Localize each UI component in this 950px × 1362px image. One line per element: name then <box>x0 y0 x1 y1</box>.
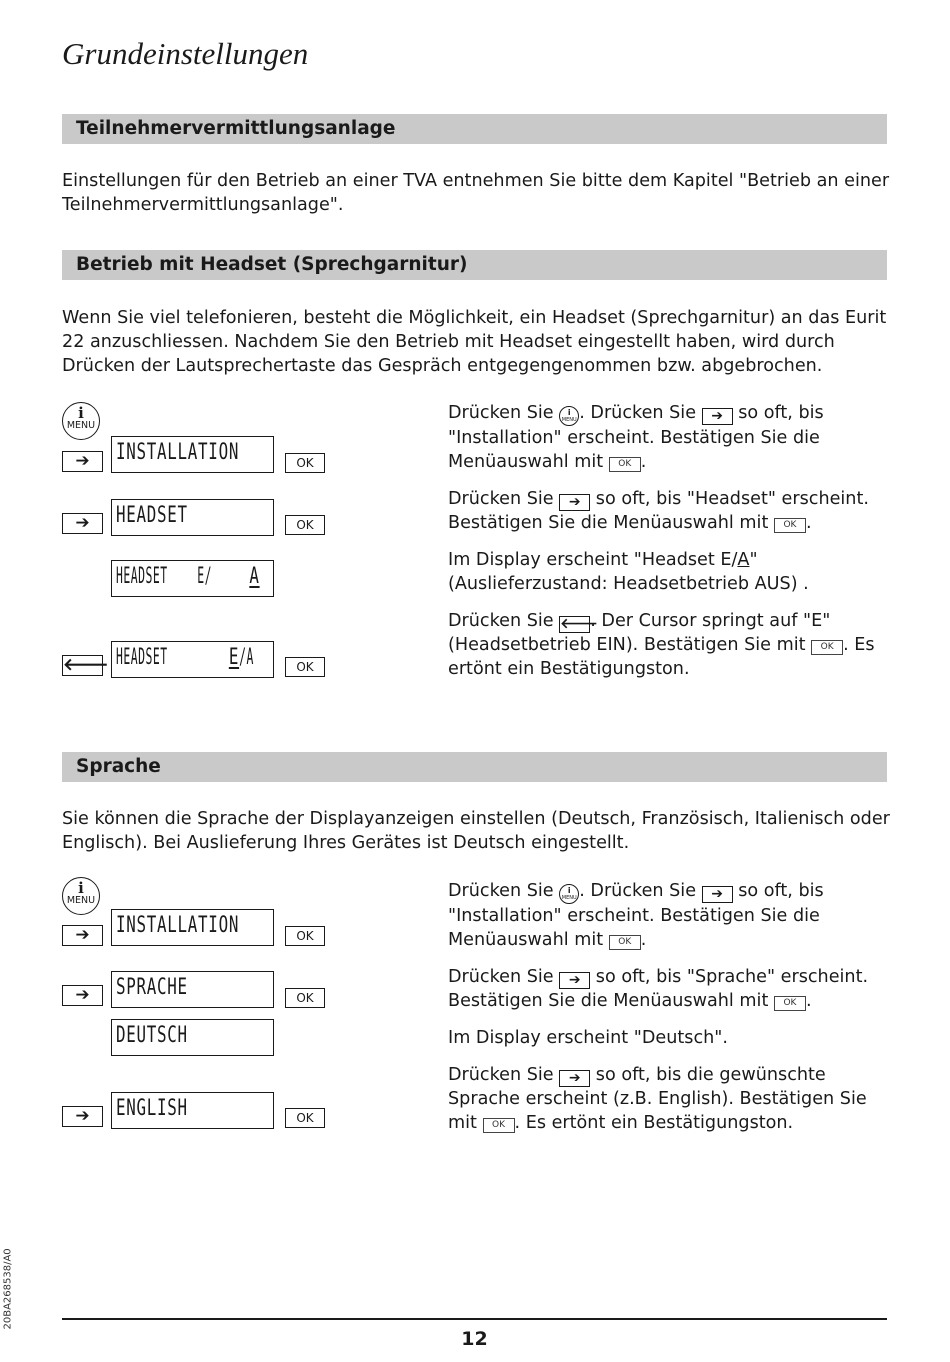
ok-key-icon: OK <box>774 996 806 1011</box>
sprache-instructions <box>448 879 893 1148</box>
section-heading-tva: Teilnehmervermittlungsanlage <box>62 114 887 144</box>
step-text: . Drücken Sie <box>579 881 702 901</box>
lcd-display-installation <box>111 909 274 946</box>
sprache-step-1 <box>448 879 893 952</box>
lcd-text: INSTALLATION <box>116 913 240 938</box>
page-number: 12 <box>461 1328 488 1350</box>
step-text: so oft, bis "Sprache" erscheint. Bestätigen Sie die Menüauswahl mit <box>448 967 869 1011</box>
right-arrow-key-icon: ➔ <box>62 451 103 472</box>
menu-key-i: i <box>567 408 571 417</box>
step-text: . Drücken Sie <box>579 403 702 423</box>
step-text: Im Display erscheint "Deutsch". <box>448 1028 728 1048</box>
headset-step-1 <box>448 401 893 474</box>
step-text: . Es ertönt ein Bestätigungston. <box>448 635 875 679</box>
lcd-text: HEADSET <box>116 503 188 528</box>
right-arrow-key-icon: ➔ <box>62 1106 103 1127</box>
ok-key: OK <box>285 657 325 677</box>
section-heading-sprache: Sprache <box>62 752 887 782</box>
step-text: Im Display erscheint "Headset E/ <box>448 550 738 570</box>
lcd-text: HEADSET <box>116 645 198 670</box>
step-text: so oft, bis "Headset" erscheint. Bestätigen Sie die Menüauswahl mit <box>448 489 869 533</box>
right-arrow-key-icon: ➔ <box>62 925 103 946</box>
step-cursor-letter: A <box>737 550 750 570</box>
step-text: " (Auslieferzustand: Headsetbetrieb AUS) . <box>448 550 809 594</box>
headset-step-3 <box>448 548 893 596</box>
document-code: 20BA268538/A0 <box>2 1248 14 1330</box>
sprache-paragraph: Sie können die Sprache der Displayanzeigen einstellen (Deutsch, Französisch, Italienisch oder Englisch). Bei Auslieferung Ihres Gerätes ist Deutsch eingestellt. <box>62 809 890 853</box>
lcd-cursor: E <box>228 645 240 670</box>
headset-paragraph: Wenn Sie viel telefonieren, besteht die Möglichkeit, ein Headset (Sprechgarnitur) an das Eurit 22 anzuschliessen. Nachdem Sie den Betrieb mit Headset eingestellt haben, wird durch Drücken der Lautsprechertaste das Gespräch entgegengenommen bzw. abgebrochen. <box>62 308 887 376</box>
ok-key: OK <box>285 1108 325 1128</box>
ok-key-icon: OK <box>811 640 843 655</box>
menu-key-label: MENU <box>561 895 577 901</box>
lcd-text: ENGLISH <box>116 1096 188 1121</box>
step-text: so oft, bis die gewünschte Sprache erscheint (z.B. English). Bestätigen Sie mit <box>448 1065 867 1133</box>
section-heading-headset: Betrieb mit Headset (Sprechgarnitur) <box>62 250 887 280</box>
lcd-text: INSTALLATION <box>116 440 240 465</box>
left-arrow-key-icon: 🡐 <box>560 616 598 632</box>
right-arrow-key-icon: ➔ <box>559 494 590 511</box>
menu-key-i: i <box>78 879 84 897</box>
ok-key-icon: OK <box>774 518 806 533</box>
step-text: Drücken Sie <box>448 403 560 423</box>
menu-key-label: MENU <box>66 420 96 431</box>
lcd-display-headset <box>111 499 274 536</box>
headset-instructions <box>448 401 893 694</box>
headset-step-4 <box>448 609 893 681</box>
lcd-display-english <box>111 1092 274 1129</box>
step-text: Drücken Sie <box>448 967 560 987</box>
page-title: Grundeinstellungen <box>62 36 309 71</box>
step-text: . <box>640 930 647 950</box>
lcd-cursor: A <box>249 564 260 589</box>
lcd-display-deutsch <box>111 1019 274 1056</box>
menu-key-icon <box>62 877 100 915</box>
step-text: Drücken Sie <box>448 881 560 901</box>
ok-key-icon: OK <box>609 457 641 472</box>
left-arrow-key-icon: 🡐 <box>63 655 109 675</box>
right-arrow-key-icon: ➔ <box>62 513 103 534</box>
step-text: . <box>805 513 812 533</box>
ok-key: OK <box>285 926 325 946</box>
step-text: . <box>640 452 647 472</box>
step-text: Drücken Sie <box>448 489 560 509</box>
menu-key-label: MENU <box>66 895 96 906</box>
menu-key-icon <box>62 402 100 440</box>
step-text: . Der Cursor springt auf "E" (Headsetbetrieb EIN). Bestätigen Sie mit <box>448 611 831 655</box>
ok-key: OK <box>285 988 325 1008</box>
lcd-text: DEUTSCH <box>116 1023 188 1048</box>
lcd-text: HEADSET E/ <box>116 564 213 589</box>
sprache-step-2 <box>448 965 893 1013</box>
step-text: so oft, bis "Installation" erscheint. Bestätigen Sie die Menüauswahl mit <box>448 403 824 472</box>
step-text: . <box>805 991 812 1011</box>
headset-step-2 <box>448 487 893 535</box>
step-text: so oft, bis "Installation" erscheint. Bestätigen Sie die Menüauswahl mit <box>448 881 824 950</box>
menu-key-icon <box>559 884 579 904</box>
lcd-display-headset-ea-cursor-e <box>111 641 274 678</box>
right-arrow-key-icon: ➔ <box>702 886 733 903</box>
right-arrow-key-icon: ➔ <box>559 972 590 989</box>
tva-paragraph: Einstellungen für den Betrieb an einer TVA entnehmen Sie bitte dem Kapitel "Betrieb an einer Teilnehmervermittlungsanlage". <box>62 171 890 215</box>
menu-key-i: i <box>78 404 84 422</box>
sprache-step-3 <box>448 1026 893 1050</box>
right-arrow-key-icon: ➔ <box>559 1070 590 1087</box>
step-text: . Es ertönt ein Bestätigungston. <box>514 1113 794 1133</box>
menu-key-i: i <box>567 886 571 895</box>
right-arrow-key-icon: ➔ <box>62 985 103 1006</box>
ok-key-icon: OK <box>483 1118 515 1133</box>
ok-key: OK <box>285 453 325 473</box>
lcd-display-headset-ea <box>111 560 274 597</box>
menu-key-icon <box>559 406 579 426</box>
lcd-display-installation <box>111 436 274 473</box>
footer-divider <box>62 1318 887 1320</box>
step-text: Drücken Sie <box>448 1065 560 1085</box>
ok-key-icon: OK <box>609 935 641 950</box>
right-arrow-key-icon: ➔ <box>702 408 733 425</box>
menu-key-label: MENU <box>561 417 577 423</box>
lcd-text-tail: /A <box>239 645 254 670</box>
ok-key: OK <box>285 515 325 535</box>
lcd-display-sprache <box>111 971 274 1008</box>
lcd-text: SPRACHE <box>116 975 188 1000</box>
sprache-step-4 <box>448 1063 893 1135</box>
step-text: Drücken Sie <box>448 611 560 631</box>
